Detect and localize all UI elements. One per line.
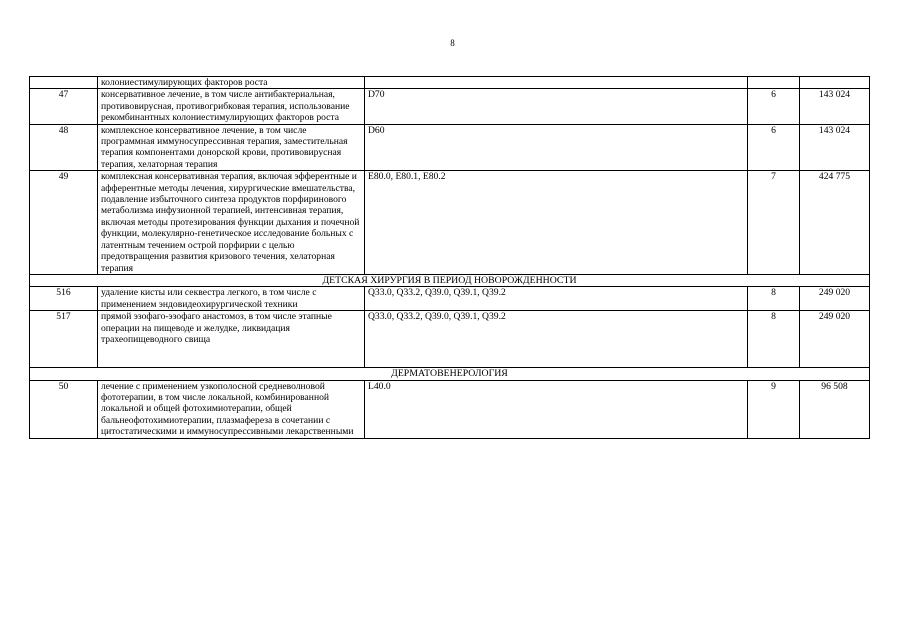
row-number-cell: 49: [30, 171, 98, 275]
table-row: [30, 311, 870, 368]
row-number-cell: 517: [30, 311, 98, 368]
row-qty-cell: 6: [748, 124, 800, 171]
section-heading: ДЕРМАТОВЕНЕРОЛОГИЯ: [30, 368, 870, 380]
row-number-cell: 50: [30, 380, 98, 438]
row-codes-cell: D70: [365, 89, 748, 124]
row-codes-cell: E80.0, E80.1, E80.2: [365, 171, 748, 275]
table-row: [30, 287, 870, 311]
table-row: [30, 124, 870, 171]
row-description-cell: комплексная консервативная терапия, включая эфферентные и афферентные методы лечения, хирургические вмешательства, подавление избыточного синтеза продуктов порфиринового метаболизма инфузионной терапией, интенсивная терапия, включая методы протезирования функции дыхания и почечной функции, молекулярно-генетическое исследование больных с латентным течением острой порфирии с целью предотвращения развития кризового течения, хелаторная терапия: [98, 171, 365, 275]
row-qty-cell: 8: [748, 287, 800, 311]
row-qty-cell: [748, 77, 800, 89]
row-description-cell: колониестимулирующих факторов роста: [98, 77, 365, 89]
table-row: [30, 77, 870, 89]
row-number-cell: 48: [30, 124, 98, 171]
row-qty-cell: 9: [748, 380, 800, 438]
row-price-cell: 249 020: [800, 287, 870, 311]
row-qty-cell: 8: [748, 311, 800, 368]
row-codes-cell: Q33.0, Q33.2, Q39.0, Q39.1, Q39.2: [365, 287, 748, 311]
row-codes-cell: D60: [365, 124, 748, 171]
row-description-cell: прямой эзофаго-эзофаго анастомоз, в том числе этапные операции на пищеводе и желудке, ликвидация трахеопищеводного свища: [98, 311, 365, 368]
row-number-cell: [30, 77, 98, 89]
row-price-cell: 143 024: [800, 89, 870, 124]
row-description-cell: удаление кисты или секвестра легкого, в том числе с применением эндовидеохирургической техники: [98, 287, 365, 311]
row-number-cell: 516: [30, 287, 98, 311]
row-price-cell: [800, 77, 870, 89]
services-table: [29, 76, 870, 439]
row-description-cell: лечение с применением узкополосной средневолновой фототерапии, в том числе локальной, комбинированной локальной и общей фотохимиотерапии, общей бальнеофотохимиотерапии, плазмафереза в сочетании с цитостатическими и иммуносупрессивными лекарственными: [98, 380, 365, 438]
table-row: [30, 380, 870, 438]
row-description-cell: консервативное лечение, в том числе антибактериальная, противовирусная, противогрибковая терапия, использование рекомбинантных колониестимулирующих факторов роста: [98, 89, 365, 124]
section-row: [30, 274, 870, 286]
row-codes-cell: Q33.0, Q33.2, Q39.0, Q39.1, Q39.2: [365, 311, 748, 368]
row-description-cell: комплексное консервативное лечение, в том числе программная иммуносупрессивная терапия, заместительная терапия компонентами донорской крови, противовирусная терапия, хелаторная терапия: [98, 124, 365, 171]
row-qty-cell: 7: [748, 171, 800, 275]
row-number-cell: 47: [30, 89, 98, 124]
section-row: [30, 368, 870, 380]
row-price-cell: 96 508: [800, 380, 870, 438]
row-codes-cell: [365, 77, 748, 89]
table-row: [30, 171, 870, 275]
table-row: [30, 89, 870, 124]
page-number: 8: [450, 38, 455, 48]
row-codes-cell: L40.0: [365, 380, 748, 438]
row-qty-cell: 6: [748, 89, 800, 124]
row-price-cell: 143 024: [800, 124, 870, 171]
row-price-cell: 249 020: [800, 311, 870, 368]
row-price-cell: 424 775: [800, 171, 870, 275]
section-heading: ДЕТСКАЯ ХИРУРГИЯ В ПЕРИОД НОВОРОЖДЕННОСТИ: [30, 274, 870, 286]
